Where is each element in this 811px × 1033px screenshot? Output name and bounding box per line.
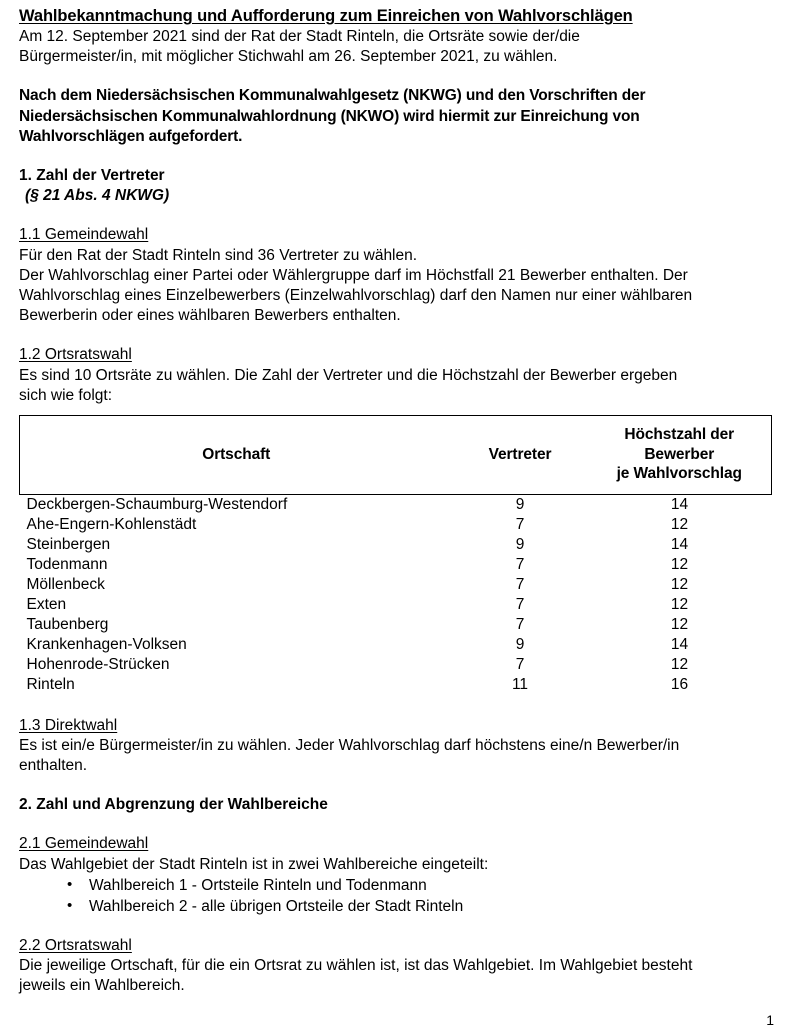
- section-2-2-line-2: jeweils ein Wahlbereich.: [19, 977, 185, 995]
- cell-hoechstzahl: 14: [670, 495, 689, 513]
- column-header-ortschaft: Ortschaft: [20, 416, 453, 495]
- column-header-hoechstzahl: [588, 416, 772, 495]
- cell-vertreter: 7: [515, 515, 525, 533]
- cell-ortschaft: Krankenhagen-Volksen: [26, 635, 187, 653]
- legal-notice-paragraph: [19, 86, 780, 147]
- legal-notice-line-3: Wahlvorschlägen aufgefordert.: [19, 127, 243, 145]
- cell-ortschaft: Steinbergen: [26, 535, 111, 553]
- section-2-1-line-1: Das Wahlgebiet der Stadt Rinteln ist in zwei Wahlbereiche eingeteilt:: [19, 855, 489, 873]
- spacer: [19, 917, 780, 936]
- section-1-3-line-2: enthalten.: [19, 756, 88, 774]
- cell-vertreter: 9: [515, 535, 525, 553]
- cell-ortschaft: Exten: [26, 595, 67, 613]
- section-2-2-heading-text: 2.2 Ortsratswahl: [19, 936, 132, 954]
- section-1-law-reference: (§ 21 Abs. 4 NKWG): [25, 187, 170, 205]
- cell-hoechstzahl: 12: [670, 595, 689, 613]
- cell-vertreter: 7: [515, 555, 525, 573]
- spacer: [19, 815, 780, 834]
- cell-hoechstzahl: 14: [670, 635, 689, 653]
- section-2-heading: 2. Zahl und Abgrenzung der Wahlbereiche: [19, 796, 328, 814]
- table-header-row: [20, 416, 772, 495]
- section-1-1-line-2: Der Wahlvorschlag einer Partei oder Wählergruppe darf im Höchstfall 21 Bewerber enthalten. Der: [19, 266, 688, 284]
- table-row: [20, 655, 772, 675]
- cell-vertreter: 7: [515, 595, 525, 613]
- cell-ortschaft: Deckbergen-Schaumburg-Westendorf: [26, 495, 288, 513]
- section-1-1-heading-text: 1.1 Gemeindewahl: [19, 226, 149, 244]
- cell-hoechstzahl: 12: [670, 515, 689, 533]
- section-1-1-line-4: Bewerberin oder eines wählbaren Bewerbers enthalten.: [19, 307, 401, 325]
- table-row: [20, 494, 772, 515]
- section-1-2-line-2: sich wie folgt:: [19, 386, 113, 404]
- page-number: 1: [766, 1012, 774, 1028]
- cell-ortschaft: Hohenrode-Strücken: [26, 655, 170, 673]
- section-1-1-heading: [19, 225, 780, 245]
- column-header-hoechstzahl-line-1: Höchstzahl der Bewerber: [624, 426, 735, 463]
- cell-vertreter: 7: [515, 615, 525, 633]
- table-row: [20, 615, 772, 635]
- table-row: [20, 675, 772, 695]
- spacer: [19, 406, 780, 415]
- cell-vertreter: 9: [515, 635, 525, 653]
- table-row: [20, 555, 772, 575]
- column-header-hoechstzahl-line-2: je Wahlvorschlag: [616, 465, 742, 483]
- table-row: [20, 635, 772, 655]
- list-item: • Wahlbereich 2 - alle übrigen Ortsteile der Stadt Rinteln: [67, 896, 780, 917]
- cell-ortschaft: Rinteln: [26, 675, 75, 693]
- page-title: Wahlbekanntmachung und Aufforderung zum Einreichen von Wahlvorschlägen: [19, 7, 633, 25]
- section-1-2-heading: [19, 345, 780, 365]
- spacer: [19, 206, 780, 225]
- cell-hoechstzahl: 12: [670, 555, 689, 573]
- table-row: [20, 575, 772, 595]
- section-1-1-line-1: Für den Rat der Stadt Rinteln sind 36 Vertreter zu wählen.: [19, 246, 418, 264]
- intro-paragraph: [19, 27, 780, 67]
- spacer: [19, 147, 780, 166]
- cell-ortschaft: Ahe-Engern-Kohlenstädt: [26, 515, 197, 533]
- section-1-3-line-1: Es ist ein/e Bürgermeister/in zu wählen. Jeder Wahlvorschlag darf höchstens eine/n Bewerber/in: [19, 736, 680, 754]
- cell-hoechstzahl: 14: [670, 535, 689, 553]
- section-2-2-heading: [19, 936, 780, 956]
- cell-hoechstzahl: 16: [670, 675, 689, 693]
- section-1-heading: 1. Zahl der Vertreter: [19, 167, 165, 185]
- spacer: [19, 67, 780, 86]
- spacer: [19, 776, 780, 795]
- cell-ortschaft: Taubenberg: [26, 615, 109, 633]
- section-1-3-heading-text: 1.3 Direktwahl: [19, 716, 118, 734]
- intro-line-2: Bürgermeister/in, mit möglicher Stichwahl am 26. September 2021, zu wählen.: [19, 48, 558, 66]
- section-1-1-line-3: Wahlvorschlag eines Einzelbewerbers (Einzelwahlvorschlag) darf den Namen nur einer wählbaren: [19, 287, 693, 305]
- legal-notice-line-2: Niedersächsischen Kommunalwahlordnung (NKWO) wird hiermit zur Einreichung von: [19, 107, 640, 125]
- table-row: [20, 595, 772, 615]
- table-row: [20, 535, 772, 555]
- section-2-1-heading: [19, 834, 780, 854]
- cell-hoechstzahl: 12: [670, 575, 689, 593]
- cell-vertreter: 7: [515, 575, 525, 593]
- spacer: [19, 695, 780, 716]
- spacer: [19, 326, 780, 345]
- table-header: [20, 416, 772, 495]
- intro-line-1: Am 12. September 2021 sind der Rat der Stadt Rinteln, die Ortsräte sowie der/die: [19, 28, 580, 45]
- cell-vertreter: 11: [511, 675, 529, 693]
- table-body: [20, 494, 772, 695]
- cell-ortschaft: Möllenbeck: [26, 575, 105, 593]
- column-header-vertreter: Vertreter: [453, 416, 588, 495]
- cell-hoechstzahl: 12: [670, 615, 689, 633]
- section-2-2-line-1: Die jeweilige Ortschaft, für die ein Ortsrat zu wählen ist, ist das Wahlgebiet. Im Wahlgebiet besteht: [19, 956, 693, 974]
- section-1-2-line-1: Es sind 10 Ortsräte zu wählen. Die Zahl der Vertreter und die Höchstzahl der Bewerber ergeben: [19, 366, 678, 384]
- section-2-1-heading-text: 2.1 Gemeindewahl: [19, 835, 149, 853]
- section-1-3-heading: [19, 716, 780, 736]
- section-1-2-heading-text: 1.2 Ortsratswahl: [19, 346, 132, 364]
- cell-vertreter: 7: [515, 655, 525, 673]
- wahlbereich-list: [19, 875, 780, 917]
- cell-vertreter: 9: [515, 495, 525, 513]
- cell-ortschaft: Todenmann: [26, 555, 108, 573]
- list-item: • Wahlbereich 1 - Ortsteile Rinteln und Todenmann: [67, 875, 780, 896]
- ortsrat-table: [19, 415, 772, 695]
- legal-notice-line-1: Nach dem Niedersächsischen Kommunalwahlgesetz (NKWG) und den Vorschriften der: [19, 87, 646, 105]
- table-row: [20, 515, 772, 535]
- cell-hoechstzahl: 12: [670, 655, 689, 673]
